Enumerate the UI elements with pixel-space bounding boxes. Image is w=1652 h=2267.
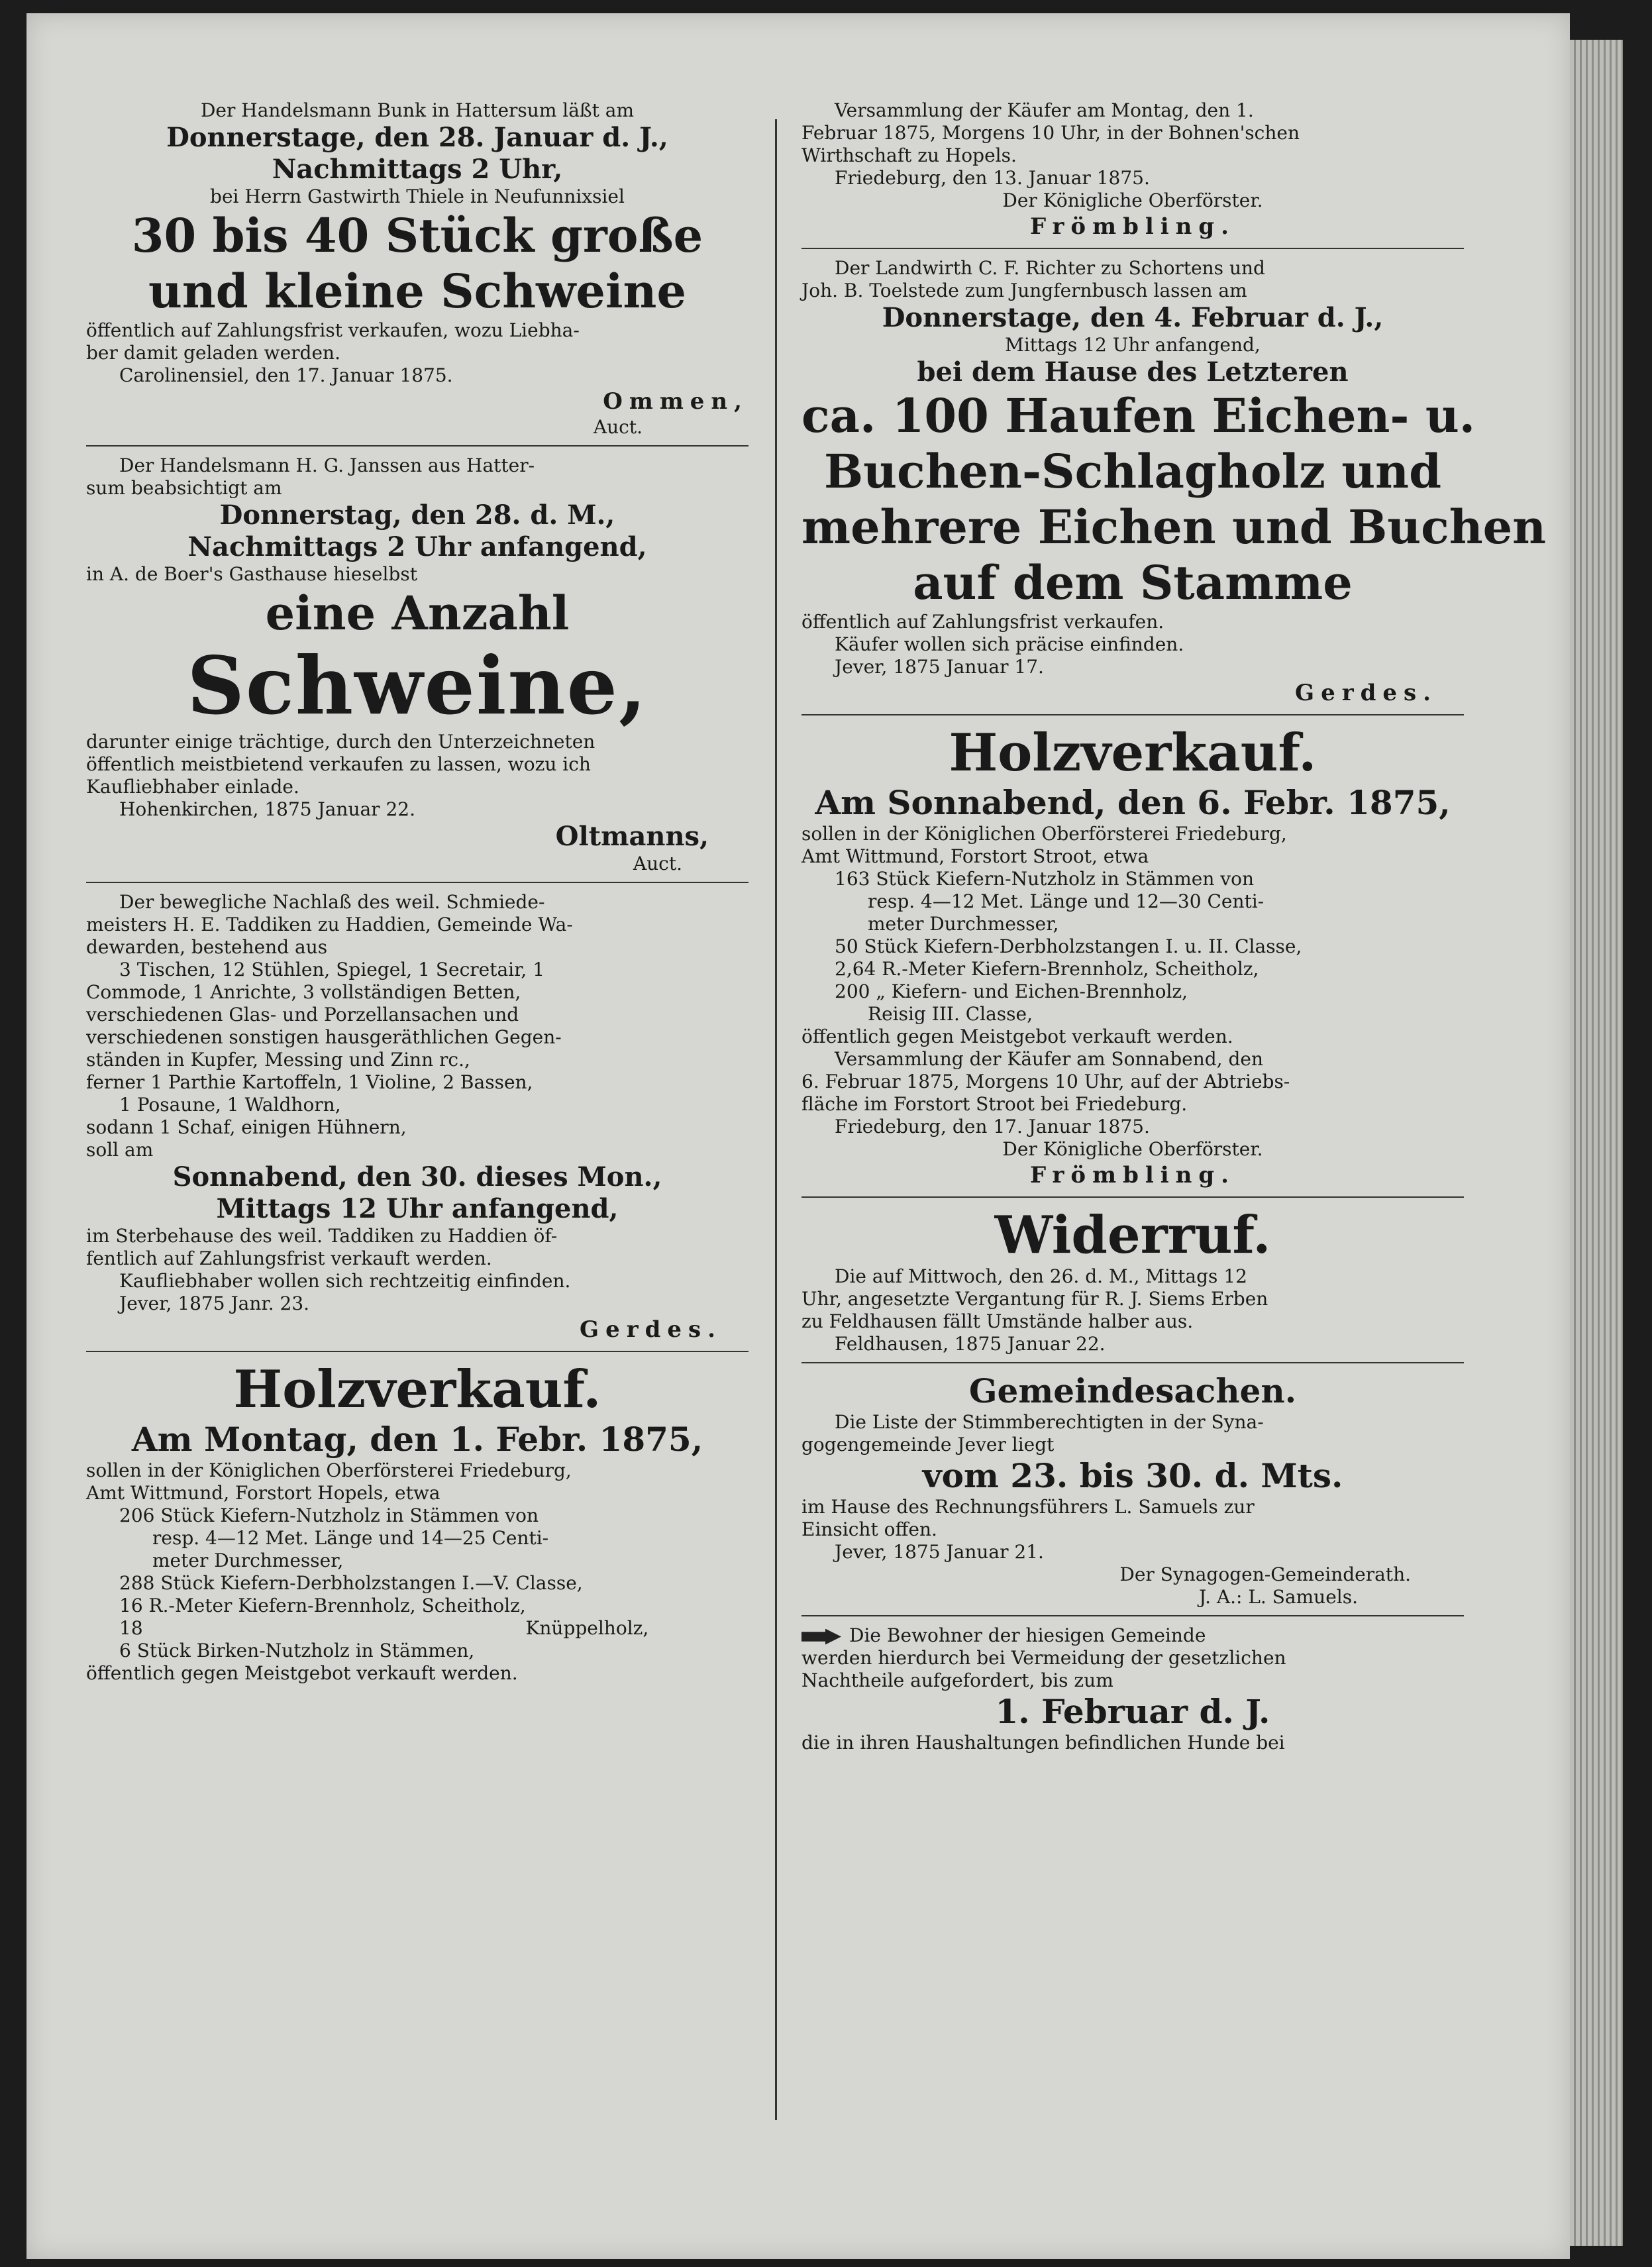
- ad-date-heading: vom 23. bis 30. d. Mts.: [922, 1456, 1343, 1495]
- ad-headline: Widerruf.: [994, 1205, 1271, 1265]
- ad-date-heading: Am Sonnabend, den 6. Febr. 1875,: [815, 783, 1451, 822]
- ad-signature: Frömbling.: [1029, 213, 1236, 240]
- ad-line: Versammlung der Käufer am Montag, den 1.: [835, 99, 1254, 121]
- ad-line: zu Feldhausen fällt Umstände halber aus.: [801, 1310, 1194, 1332]
- ad-line: 16 R.-Meter Kiefern-Brennholz, Scheitholz,: [119, 1595, 526, 1616]
- ad-place-date: Friedeburg, den 13. Januar 1875.: [835, 167, 1150, 189]
- ad-bunk-pigs: [86, 99, 749, 439]
- ad-headline: eine Anzahl: [265, 586, 570, 641]
- ad-line: ber damit geladen werden.: [86, 342, 340, 364]
- ad-line: im Sterbehause des weil. Taddiken zu Haddien öf-: [86, 1225, 558, 1247]
- ad-line: öffentlich gegen Meistgebot verkauft werden.: [801, 1026, 1233, 1047]
- ad-line: 50 Stück Kiefern-Derbholzstangen I. u. II. Classe,: [835, 935, 1302, 957]
- ad-signature: J. A.: L. Samuels.: [1199, 1586, 1358, 1608]
- ad-signature: Frömbling.: [1029, 1162, 1236, 1188]
- right-column: [801, 99, 1547, 1757]
- ad-line: soll am: [86, 1139, 154, 1161]
- ad-line: 163 Stück Kiefern-Nutzholz in Stämmen von: [835, 868, 1254, 890]
- ad-time-heading: Nachmittags 2 Uhr anfangend,: [187, 531, 647, 562]
- ad-line: sollen in der Königlichen Oberförsterei Friedeburg,: [801, 823, 1287, 845]
- ad-hopels-meeting: [801, 99, 1464, 241]
- ad-line: öffentlich meistbietend verkaufen zu lassen, wozu ich: [86, 753, 591, 775]
- ad-signature: Oltmanns,: [555, 821, 709, 852]
- ad-line: in A. de Boer's Gasthause hieselbst: [86, 563, 417, 585]
- ad-line: Der bewegliche Nachlaß des weil. Schmiede-: [119, 891, 545, 913]
- ad-line: im Hause des Rechnungsführers L. Samuels zur: [801, 1496, 1255, 1518]
- ad-date-heading: 1. Februar d. J.: [995, 1692, 1270, 1731]
- ad-line: sollen in der Königlichen Oberförsterei Friedeburg,: [86, 1459, 572, 1481]
- ad-separator: [801, 714, 1464, 715]
- ad-holzverkauf-hopels: [86, 1360, 749, 1685]
- ad-line: Nachtheile aufgefordert, bis zum: [801, 1669, 1113, 1691]
- ad-line: öffentlich auf Zahlungsfrist verkaufen, wozu Liebha-: [86, 319, 580, 341]
- ad-time-heading: Nachmittags 2 Uhr,: [272, 154, 563, 185]
- ad-signature-title: Auct.: [593, 416, 643, 438]
- ad-line: Versammlung der Käufer am Sonnabend, den: [835, 1048, 1263, 1070]
- ad-line-text: Die Bewohner der hiesigen Gemeinde: [849, 1624, 1206, 1646]
- ad-holzverkauf-stroot: [801, 723, 1464, 1190]
- ad-taddiken-estate: [86, 891, 749, 1344]
- ad-line: Mittags 12 Uhr anfangend,: [1005, 334, 1261, 356]
- ad-line: ferner 1 Parthie Kartoffeln, 1 Violine, 2 Bassen,: [86, 1071, 533, 1093]
- ad-signature-title: Auct.: [633, 853, 682, 874]
- ad-place-date: Jever, 1875 Januar 21.: [835, 1541, 1044, 1563]
- ad-line: sum beabsichtigt am: [86, 477, 282, 499]
- ad-line: 3 Tischen, 12 Stühlen, Spiegel, 1 Secretair, 1: [119, 959, 545, 980]
- ad-line: öffentlich auf Zahlungsfrist verkaufen.: [801, 611, 1164, 633]
- ad-headline: Holzverkauf.: [949, 723, 1317, 783]
- ad-line: 6. Februar 1875, Morgens 10 Uhr, auf der Abtriebs-: [801, 1071, 1290, 1092]
- ad-signature: Ommen,: [603, 388, 749, 415]
- ad-line: die in ihren Haushaltungen befindlichen Hunde bei: [801, 1732, 1285, 1754]
- ad-subheading: bei dem Hause des Letzteren: [917, 356, 1349, 388]
- ad-date-heading: Donnerstag, den 28. d. M.,: [219, 500, 615, 531]
- ad-line: ständen in Kupfer, Messing und Zinn rc.,: [86, 1049, 470, 1071]
- ad-line: Februar 1875, Morgens 10 Uhr, in der Bohnen'schen: [801, 122, 1300, 144]
- ad-signature-title: Der Königliche Oberförster.: [1002, 1138, 1263, 1160]
- ad-line: [86, 1617, 749, 1640]
- ad-line: fentlich auf Zahlungsfrist verkauft werden.: [86, 1247, 492, 1269]
- ad-headline: und kleine Schweine: [148, 264, 686, 319]
- ad-line: Wirthschaft zu Hopels.: [801, 144, 1017, 166]
- ad-line: 288 Stück Kiefern-Derbholzstangen I.—V. Classe,: [119, 1572, 583, 1594]
- ad-line: Uhr, angesetzte Vergantung für R. J. Siems Erben: [801, 1288, 1268, 1310]
- ad-line: gogengemeinde Jever liegt: [801, 1434, 1055, 1455]
- ad-item: Knüppelholz,: [525, 1617, 649, 1639]
- ad-place-date: Friedeburg, den 17. Januar 1875.: [835, 1116, 1150, 1137]
- ad-signature: Gerdes.: [580, 1316, 722, 1343]
- ad-time-heading: Mittags 12 Uhr anfangend,: [216, 1193, 619, 1224]
- ad-separator: [801, 1196, 1464, 1198]
- left-column: [86, 99, 749, 1687]
- ad-line: 2,64 R.-Meter Kiefern-Brennholz, Scheitholz,: [835, 958, 1259, 980]
- ad-line: verschiedenen sonstigen hausgeräthlichen Gegen-: [86, 1026, 562, 1048]
- ad-date-heading: Donnerstage, den 28. Januar d. J.,: [166, 122, 668, 153]
- ad-line: Der Handelsmann Bunk in Hattersum läßt am: [200, 99, 635, 121]
- ad-line: Reisig III. Classe,: [868, 1003, 1033, 1025]
- ad-signature-title: Der Synagogen-Gemeinderath.: [1119, 1563, 1411, 1585]
- ad-headline: 30 bis 40 Stück große: [131, 208, 703, 263]
- ad-line: 6 Stück Birken-Nutzholz in Stämmen,: [119, 1640, 475, 1661]
- page-stack-edge: [1570, 40, 1623, 2246]
- ad-place-date: Jever, 1875 Januar 17.: [835, 656, 1044, 678]
- ad-line: meter Durchmesser,: [868, 913, 1059, 935]
- ad-line: Kaufliebhaber einlade.: [86, 776, 299, 798]
- ad-line: meter Durchmesser,: [152, 1550, 344, 1571]
- ad-place-date: Carolinensiel, den 17. Januar 1875.: [119, 364, 453, 386]
- ad-line: Der Landwirth C. F. Richter zu Schortens und: [835, 257, 1265, 279]
- ad-line: Commode, 1 Anrichte, 3 vollständigen Betten,: [86, 981, 521, 1003]
- ad-line: darunter einige trächtige, durch den Unterzeichneten: [86, 731, 595, 753]
- ad-separator: [86, 1351, 749, 1352]
- ad-line: resp. 4—12 Met. Länge und 12—30 Centi-: [868, 890, 1265, 912]
- ad-line: werden hierdurch bei Vermeidung der gesetzlichen: [801, 1647, 1286, 1669]
- ad-line: verschiedenen Glas- und Porzellansachen und: [86, 1004, 519, 1026]
- ad-line: Amt Wittmund, Forstort Hopels, etwa: [86, 1482, 440, 1504]
- ad-headline: auf dem Stamme: [913, 555, 1353, 610]
- ad-headline: ca. 100 Haufen Eichen- u.: [801, 388, 1476, 443]
- ad-line: [801, 1624, 1464, 1647]
- ad-line: öffentlich gegen Meistgebot verkauft werden.: [86, 1662, 518, 1684]
- ad-place-date: Jever, 1875 Janr. 23.: [119, 1292, 310, 1314]
- ad-separator: [86, 445, 749, 447]
- ad-richter-wood: [801, 257, 1547, 708]
- ad-place-date: Hohenkirchen, 1875 Januar 22.: [119, 798, 415, 820]
- ad-line: dewarden, bestehend aus: [86, 936, 328, 958]
- ad-date-heading: Donnerstage, den 4. Februar d. J.,: [882, 302, 1384, 333]
- ad-signature-title: Der Königliche Oberförster.: [1002, 189, 1263, 211]
- ad-quantity: 18: [119, 1617, 143, 1639]
- ad-line: Die Liste der Stimmberechtigten in der Syna-: [835, 1411, 1264, 1433]
- ad-signature: Gerdes.: [1295, 680, 1437, 706]
- ad-headline: Holzverkauf.: [233, 1359, 601, 1420]
- ad-line: Einsicht offen.: [801, 1518, 937, 1540]
- ad-line: 200 „ Kiefern- und Eichen-Brennholz,: [835, 980, 1188, 1002]
- ad-line: meisters H. E. Taddiken zu Haddien, Gemeinde Wa-: [86, 914, 573, 935]
- ad-separator: [801, 248, 1464, 249]
- ad-headline: mehrere Eichen und Buchen: [801, 500, 1547, 554]
- ad-line: Käufer wollen sich präcise einfinden.: [835, 633, 1184, 655]
- ad-line: fläche im Forstort Stroot bei Friedeburg.: [801, 1093, 1188, 1115]
- ad-line: bei Herrn Gastwirth Thiele in Neufunnixsiel: [210, 185, 625, 207]
- ad-line: sodann 1 Schaf, einigen Hühnern,: [86, 1116, 407, 1138]
- ad-date-heading: Sonnabend, den 30. dieses Mon.,: [172, 1161, 662, 1192]
- ad-place-date: Feldhausen, 1875 Januar 22.: [835, 1333, 1106, 1355]
- ad-headline-large: Schweine,: [187, 639, 648, 733]
- ad-line: resp. 4—12 Met. Länge und 14—25 Centi-: [152, 1527, 549, 1549]
- ad-hunde-notice: [801, 1624, 1464, 1754]
- ad-line: Amt Wittmund, Forstort Stroot, etwa: [801, 845, 1149, 867]
- column-divider: [775, 119, 777, 2120]
- ad-headline: Buchen-Schlagholz und: [823, 444, 1442, 499]
- ad-widerruf: [801, 1206, 1464, 1355]
- ad-headline: Gemeindesachen.: [968, 1371, 1297, 1410]
- ad-separator: [801, 1615, 1464, 1616]
- ad-separator: [801, 1362, 1464, 1363]
- ad-line: 206 Stück Kiefern-Nutzholz in Stämmen von: [119, 1504, 539, 1526]
- pointing-hand-icon: [801, 1629, 841, 1645]
- ad-janssen-pigs: [86, 454, 749, 875]
- ad-line: Joh. B. Toelstede zum Jungfernbusch lassen am: [801, 280, 1247, 301]
- ad-line: 1 Posaune, 1 Waldhorn,: [119, 1094, 341, 1116]
- ad-separator: [86, 882, 749, 883]
- ad-gemeindesachen: [801, 1371, 1464, 1608]
- ad-line: Die auf Mittwoch, den 26. d. M., Mittags 12: [835, 1265, 1247, 1287]
- ad-line: Kaufliebhaber wollen sich rechtzeitig einfinden.: [119, 1270, 571, 1292]
- ad-line: Der Handelsmann H. G. Janssen aus Hatter-: [119, 454, 535, 476]
- ad-date-heading: Am Montag, den 1. Febr. 1875,: [131, 1420, 703, 1459]
